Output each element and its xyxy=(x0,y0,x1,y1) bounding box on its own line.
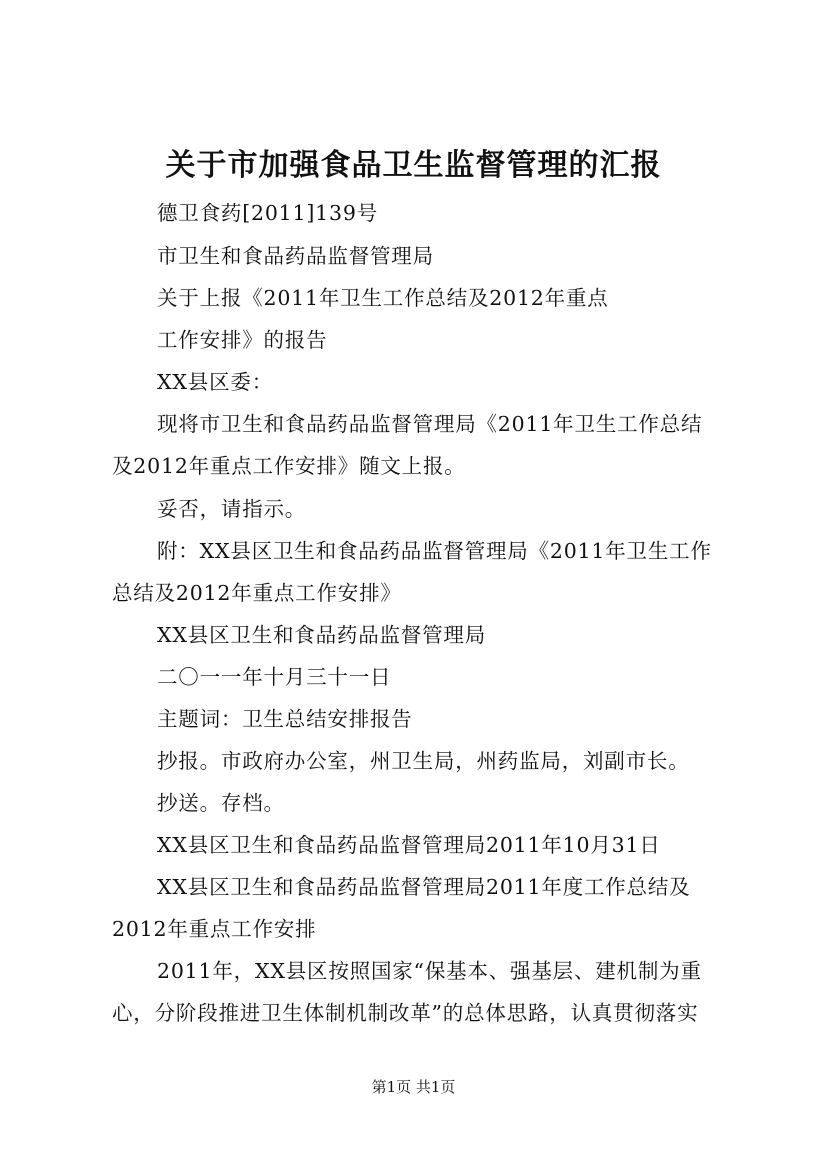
paragraph-line: 2011年，XX县区按照国家“保基本、强基层、建机制为重 xyxy=(157,959,702,983)
attachment-line: 附：XX县区卫生和食品药品监督管理局《2011年卫生工作 xyxy=(157,539,712,563)
paragraph-line: 及2012年重点工作安排》随文上报。 xyxy=(112,454,466,478)
paragraph-line: 心，分阶段推进卫生体制机制改革”的总体思路，认真贯彻落实 xyxy=(112,1001,699,1025)
copy-report-to: 抄报。市政府办公室，州卫生局，州药监局，刘副市长。 xyxy=(157,749,690,773)
section-title-line-1: XX县区卫生和食品药品监督管理局2011年度工作总结及 xyxy=(157,875,691,899)
addressee: XX县区委： xyxy=(157,370,273,394)
subject-keywords: 主题词：卫生总结安排报告 xyxy=(157,707,413,731)
signature-office: XX县区卫生和食品药品监督管理局 xyxy=(157,623,486,647)
document-title: 关于市加强食品卫生监督管理的汇报 xyxy=(165,148,662,183)
issue-date-line: XX县区卫生和食品药品监督管理局2011年10月31日 xyxy=(157,833,661,857)
issuing-office: 市卫生和食品药品监督管理局 xyxy=(157,244,434,268)
paragraph-line: 妥否，请指示。 xyxy=(157,497,307,521)
page-footer: 第1页 共1页 xyxy=(371,1078,456,1096)
paragraph-line: 现将市卫生和食品药品监督管理局《2011年卫生工作总结 xyxy=(157,412,703,436)
document-number: 德卫食药[2011]139号 xyxy=(157,201,378,225)
report-subject-line-2: 工作安排》的报告 xyxy=(157,328,328,352)
copy-send-to: 抄送。存档。 xyxy=(157,791,285,815)
report-subject-line-1: 关于上报《2011年卫生工作总结及2012年重点 xyxy=(157,286,609,310)
signature-date: 二〇一一年十月三十一日 xyxy=(157,665,392,689)
section-title-line-2: 2012年重点工作安排 xyxy=(112,917,317,941)
attachment-line: 总结及2012年重点工作安排》 xyxy=(112,581,402,605)
